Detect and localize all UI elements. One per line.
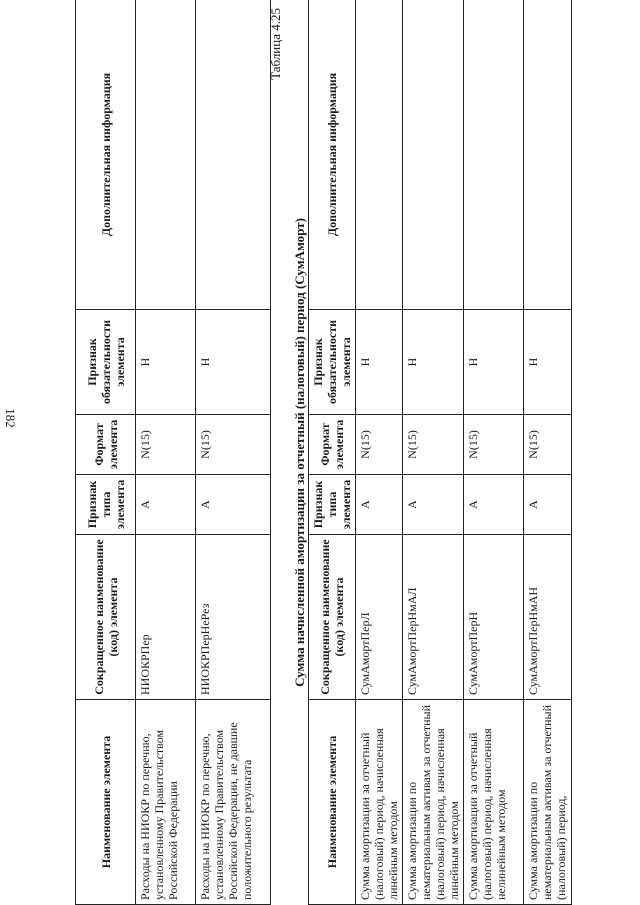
cell-required: Н [524,310,572,415]
table-header-row [76,0,136,905]
cell-format: N(15) [136,415,196,475]
cell-type: А [524,475,572,535]
cell-required: Н [403,310,464,415]
cell-info [464,0,524,310]
cell-name: Расходы на НИОКР по перечню, установленному Правительством Российской Федерации [136,700,196,905]
header-format: Формат элемента [309,415,356,475]
page-number: 182 [3,408,18,428]
cell-format: N(15) [464,415,524,475]
cell-type: А [356,475,403,535]
cell-required: Н [136,310,196,415]
cell-code: НИОКРПерНеРез [196,535,271,700]
table-row [403,0,464,905]
header-required: Признак обязательности элемента [76,310,136,415]
cell-type: А [403,475,464,535]
cell-type: А [464,475,524,535]
header-info: Дополнительная информация [309,0,356,310]
cell-format: N(15) [356,415,403,475]
cell-format: N(15) [524,415,572,475]
cell-format: N(15) [403,415,464,475]
cell-required: Н [196,310,271,415]
header-format: Формат элемента [76,415,136,475]
cell-info [196,0,271,310]
header-code: Сокращенное наименование (код) элемента [76,535,136,700]
cell-info [524,0,572,310]
header-type: Признак типа элемента [309,475,356,535]
cell-format: N(15) [196,415,271,475]
cell-name: Сумма амортизации по нематериальным активам за отчетный (налоговый) период, начисленная линейным методом [403,700,464,905]
cell-name: Сумма амортизации за отчетный (налоговый) период, начисленная линейным методом [356,700,403,905]
cell-name: Сумма амортизации за отчетный (налоговый) период, начисленная нелинейным методом [464,700,524,905]
cell-code: СумАмортПерНмАН [524,535,572,700]
table-title: Сумма начисленной амортизации за отчетный (налоговый) период (СумАморт) [292,218,307,687]
cell-code: НИОКРПер [136,535,196,700]
cell-type: А [136,475,196,535]
header-required: Признак обязательности элемента [309,310,356,415]
cell-code: СумАмортПерЛ [356,535,403,700]
cell-name: Расходы на НИОКР по перечню, установленному Правительством Российской Федерации, не давшие положительного результата [196,700,271,905]
amortization-table [308,0,572,905]
table-row [136,0,196,905]
header-name: Наименование элемента [309,700,356,905]
cell-type: А [196,475,271,535]
cell-name: Сумма амортизации по нематериальным активам за отчетный (налоговый) период, [524,700,572,905]
table-row [196,0,271,905]
header-type: Признак типа элемента [76,475,136,535]
table-row [356,0,403,905]
cell-code: СумАмортПерНмАЛ [403,535,464,700]
cell-info [403,0,464,310]
header-info: Дополнительная информация [76,0,136,310]
table-header-row [309,0,356,905]
cell-info [136,0,196,310]
header-name: Наименование элемента [76,700,136,905]
table-caption: Таблица 4.25 [268,8,283,80]
cell-info [356,0,403,310]
cell-required: Н [464,310,524,415]
header-code: Сокращенное наименование (код) элемента [309,535,356,700]
table-row [524,0,572,905]
cell-required: Н [356,310,403,415]
cell-code: СумАмортПерН [464,535,524,700]
elements-table-continued [75,0,271,905]
table-row [464,0,524,905]
